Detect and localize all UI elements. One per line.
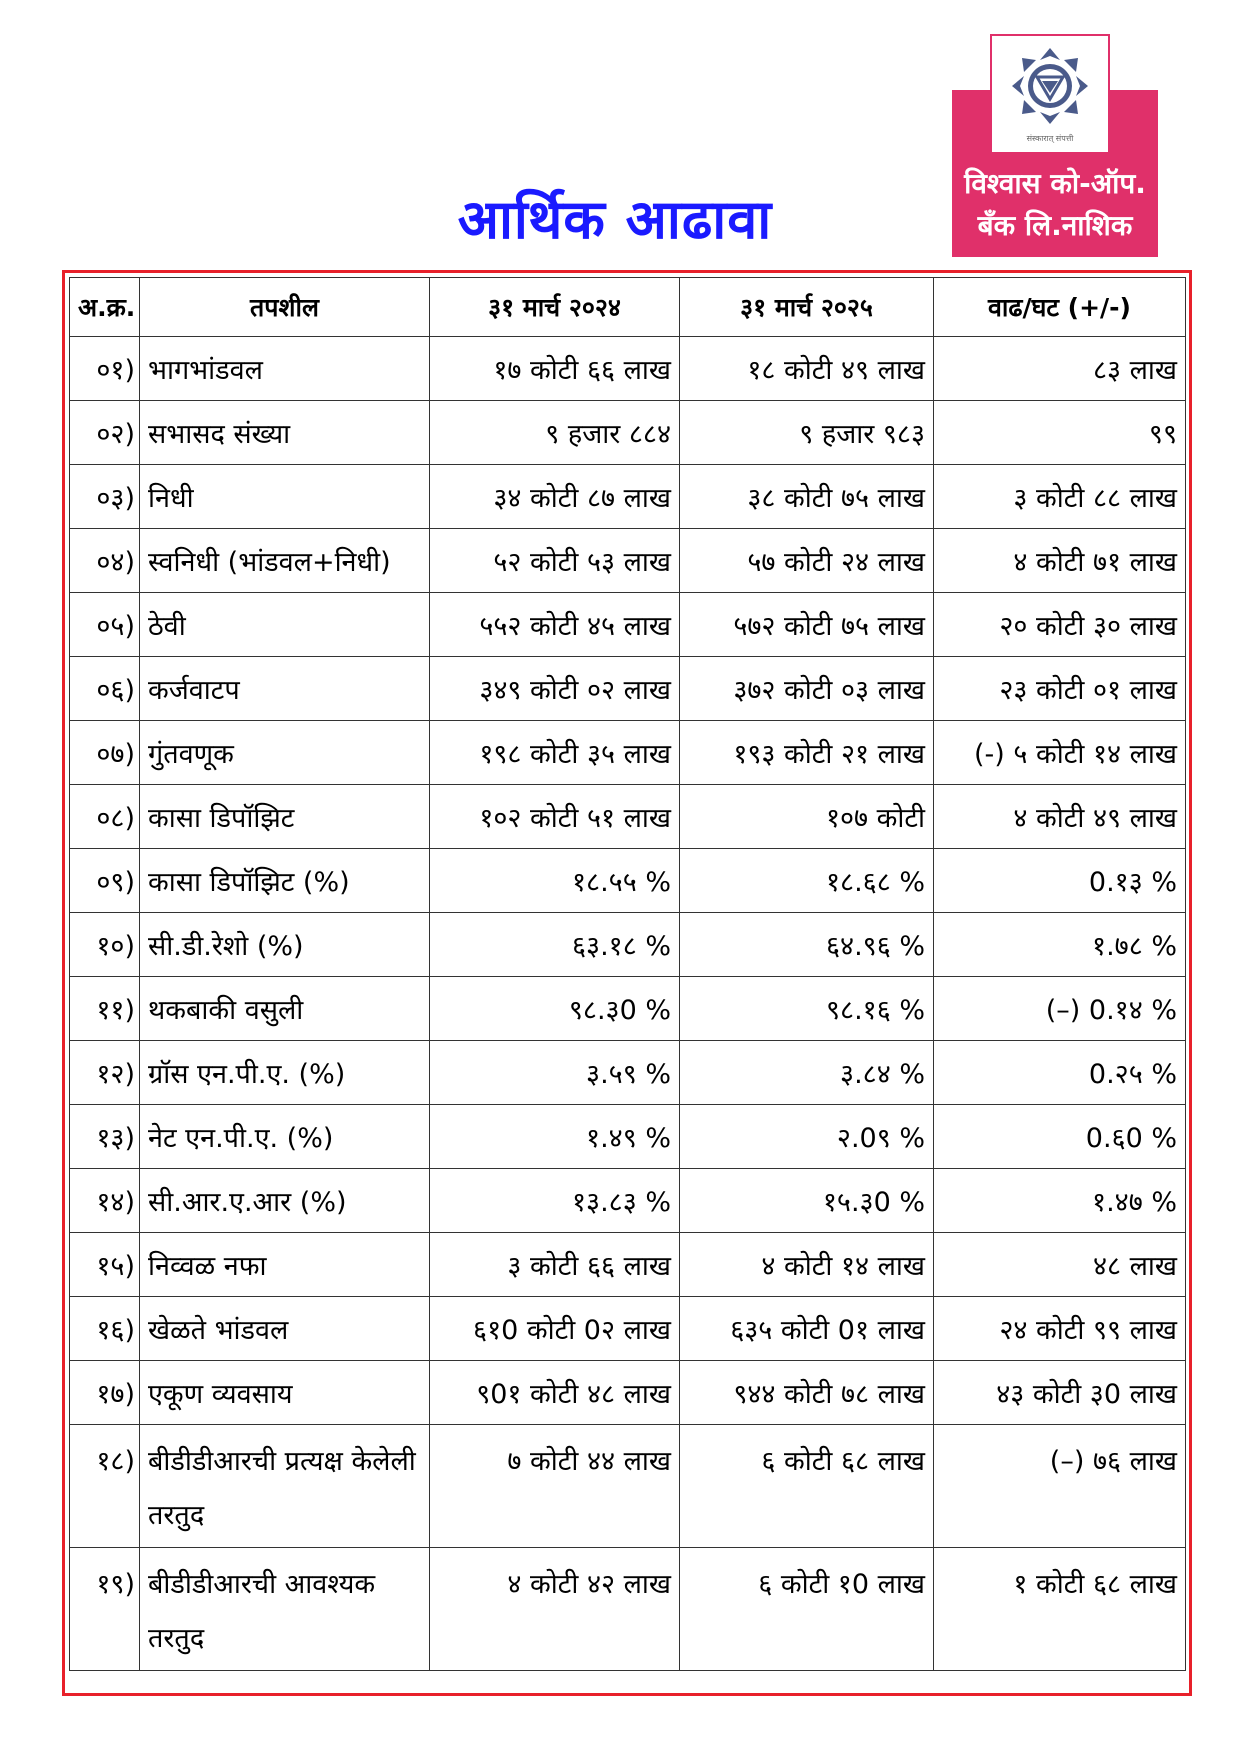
table-row xyxy=(70,593,1186,657)
row-serial: ०३) xyxy=(70,465,140,529)
table-row xyxy=(70,849,1186,913)
row-serial: १७) xyxy=(70,1361,140,1425)
row-label: कासा डिपॉझिट (%) xyxy=(140,849,430,913)
row-change: ४ कोटी ७१ लाख xyxy=(934,529,1186,593)
row-label: स्वनिधी (भांडवल+निधी) xyxy=(140,529,430,593)
row-label: खेळते भांडवल xyxy=(140,1297,430,1361)
table-row xyxy=(70,1169,1186,1233)
header-march-2024: ३१ मार्च २०२४ xyxy=(430,278,680,337)
row-change: १.४७ % xyxy=(934,1169,1186,1233)
row-value-2025: ३८ कोटी ७५ लाख xyxy=(680,465,934,529)
table-row xyxy=(70,657,1186,721)
row-value-2025: १९३ कोटी २१ लाख xyxy=(680,721,934,785)
row-label: गुंतवणूक xyxy=(140,721,430,785)
row-value-2024: ६३.१८ % xyxy=(430,913,680,977)
row-value-2024: ६१0 कोटी 0२ लाख xyxy=(430,1297,680,1361)
table-row xyxy=(70,1425,1186,1548)
row-serial: ०२) xyxy=(70,401,140,465)
table-row xyxy=(70,1105,1186,1169)
row-change: २० कोटी ३० लाख xyxy=(934,593,1186,657)
table-row xyxy=(70,1361,1186,1425)
row-value-2024: ५५२ कोटी ४५ लाख xyxy=(430,593,680,657)
row-serial: ०९) xyxy=(70,849,140,913)
header-march-2025: ३१ मार्च २०२५ xyxy=(680,278,934,337)
row-change: (-) ५ कोटी १४ लाख xyxy=(934,721,1186,785)
row-value-2025: १०७ कोटी xyxy=(680,785,934,849)
row-serial: १९) xyxy=(70,1548,140,1671)
row-value-2025: ६ कोटी १0 लाख xyxy=(680,1548,934,1671)
table-row xyxy=(70,1297,1186,1361)
row-value-2024: १३.८३ % xyxy=(430,1169,680,1233)
row-value-2024: ३४ कोटी ८७ लाख xyxy=(430,465,680,529)
row-change: ९९ xyxy=(934,401,1186,465)
row-label: सभासद संख्या xyxy=(140,401,430,465)
table-row xyxy=(70,977,1186,1041)
row-value-2025: ६४.९६ % xyxy=(680,913,934,977)
row-serial: ०५) xyxy=(70,593,140,657)
header-change: वाढ/घट (+/-) xyxy=(934,278,1186,337)
row-label: ठेवी xyxy=(140,593,430,657)
row-value-2025: ६३५ कोटी 0१ लाख xyxy=(680,1297,934,1361)
table-row xyxy=(70,721,1186,785)
row-value-2025: ३७२ कोटी ०३ लाख xyxy=(680,657,934,721)
table-row xyxy=(70,465,1186,529)
table-row xyxy=(70,529,1186,593)
row-value-2025: १५.३0 % xyxy=(680,1169,934,1233)
row-change: १.७८ % xyxy=(934,913,1186,977)
row-change: 0.६0 % xyxy=(934,1105,1186,1169)
row-label: सी.आर.ए.आर (%) xyxy=(140,1169,430,1233)
row-label: थकबाकी वसुली xyxy=(140,977,430,1041)
page-title: आर्थिक आढावा xyxy=(457,188,773,251)
row-change: 0.२५ % xyxy=(934,1041,1186,1105)
row-label: निव्वळ नफा xyxy=(140,1233,430,1297)
row-value-2024: ७ कोटी ४४ लाख xyxy=(430,1425,680,1548)
table-row xyxy=(70,1233,1186,1297)
row-serial: १२) xyxy=(70,1041,140,1105)
row-value-2025: ५७२ कोटी ७५ लाख xyxy=(680,593,934,657)
row-change: १ कोटी ६८ लाख xyxy=(934,1548,1186,1671)
row-change: ४८ लाख xyxy=(934,1233,1186,1297)
row-label: बीडीडीआरची प्रत्यक्ष केलेली तरतुद xyxy=(140,1425,430,1548)
row-value-2025: ६ कोटी ६८ लाख xyxy=(680,1425,934,1548)
row-label: नेट एन.पी.ए. (%) xyxy=(140,1105,430,1169)
row-change: ८३ लाख xyxy=(934,337,1186,401)
header-serial: अ.क्र. xyxy=(70,278,140,337)
row-value-2024: ९ हजार ८८४ xyxy=(430,401,680,465)
row-serial: ०७) xyxy=(70,721,140,785)
row-value-2024: ५२ कोटी ५३ लाख xyxy=(430,529,680,593)
row-value-2024: ३.५९ % xyxy=(430,1041,680,1105)
row-change: (–) ७६ लाख xyxy=(934,1425,1186,1548)
row-change: २३ कोटी ०१ लाख xyxy=(934,657,1186,721)
table-row xyxy=(70,401,1186,465)
row-value-2025: ३.८४ % xyxy=(680,1041,934,1105)
row-serial: ०६) xyxy=(70,657,140,721)
row-value-2024: १९८ कोटी ३५ लाख xyxy=(430,721,680,785)
row-value-2025: ९४४ कोटी ७८ लाख xyxy=(680,1361,934,1425)
row-value-2024: १.४९ % xyxy=(430,1105,680,1169)
row-value-2024: १०२ कोटी ५१ लाख xyxy=(430,785,680,849)
row-change: ३ कोटी ८८ लाख xyxy=(934,465,1186,529)
table-row xyxy=(70,913,1186,977)
row-change: ४३ कोटी ३0 लाख xyxy=(934,1361,1186,1425)
table-row xyxy=(70,1041,1186,1105)
row-serial: १४) xyxy=(70,1169,140,1233)
row-serial: ०४) xyxy=(70,529,140,593)
row-label: भागभांडवल xyxy=(140,337,430,401)
row-value-2024: ४ कोटी ४२ लाख xyxy=(430,1548,680,1671)
table-frame xyxy=(62,270,1192,1696)
bank-logo xyxy=(952,90,1158,257)
logo-bank-name-line2: बँक लि.नाशिक xyxy=(977,209,1133,242)
row-change: २४ कोटी ९९ लाख xyxy=(934,1297,1186,1361)
logo-motto: संस्कारात् संपत्ती xyxy=(1026,134,1074,143)
row-value-2024: १७ कोटी ६६ लाख xyxy=(430,337,680,401)
row-value-2025: ९ हजार ९८३ xyxy=(680,401,934,465)
logo-emblem-box xyxy=(990,34,1110,154)
row-change: 0.१३ % xyxy=(934,849,1186,913)
logo-bank-name-line1: विश्वास को-ऑप. xyxy=(964,167,1146,200)
row-value-2025: २.0९ % xyxy=(680,1105,934,1169)
row-serial: १५) xyxy=(70,1233,140,1297)
row-serial: ०१) xyxy=(70,337,140,401)
row-value-2024: ३४९ कोटी ०२ लाख xyxy=(430,657,680,721)
table-row xyxy=(70,337,1186,401)
table-row xyxy=(70,785,1186,849)
header-particulars: तपशील xyxy=(140,278,430,337)
table-row xyxy=(70,1548,1186,1671)
row-serial: १३) xyxy=(70,1105,140,1169)
financial-summary-table xyxy=(69,277,1186,1671)
row-value-2024: १८.५५ % xyxy=(430,849,680,913)
table-header-row xyxy=(70,278,1186,337)
lotus-emblem-icon xyxy=(1010,46,1090,126)
row-label: सी.डी.रेशो (%) xyxy=(140,913,430,977)
row-change: (–) 0.१४ % xyxy=(934,977,1186,1041)
row-value-2025: १८.६८ % xyxy=(680,849,934,913)
row-serial: ०८) xyxy=(70,785,140,849)
row-change: ४ कोटी ४९ लाख xyxy=(934,785,1186,849)
row-label: निधी xyxy=(140,465,430,529)
row-serial: १८) xyxy=(70,1425,140,1548)
row-label: कर्जवाटप xyxy=(140,657,430,721)
row-value-2024: ९८.३0 % xyxy=(430,977,680,1041)
row-label: बीडीडीआरची आवश्यक तरतुद xyxy=(140,1548,430,1671)
table-body xyxy=(70,337,1186,1671)
row-label: ग्रॉस एन.पी.ए. (%) xyxy=(140,1041,430,1105)
row-label: कासा डिपॉझिट xyxy=(140,785,430,849)
row-value-2025: १८ कोटी ४९ लाख xyxy=(680,337,934,401)
row-value-2024: ३ कोटी ६६ लाख xyxy=(430,1233,680,1297)
row-serial: ११) xyxy=(70,977,140,1041)
row-serial: १०) xyxy=(70,913,140,977)
row-value-2024: ९0१ कोटी ४८ लाख xyxy=(430,1361,680,1425)
row-serial: १६) xyxy=(70,1297,140,1361)
row-label: एकूण व्यवसाय xyxy=(140,1361,430,1425)
row-value-2025: ५७ कोटी २४ लाख xyxy=(680,529,934,593)
row-value-2025: ४ कोटी १४ लाख xyxy=(680,1233,934,1297)
row-value-2025: ९८.१६ % xyxy=(680,977,934,1041)
